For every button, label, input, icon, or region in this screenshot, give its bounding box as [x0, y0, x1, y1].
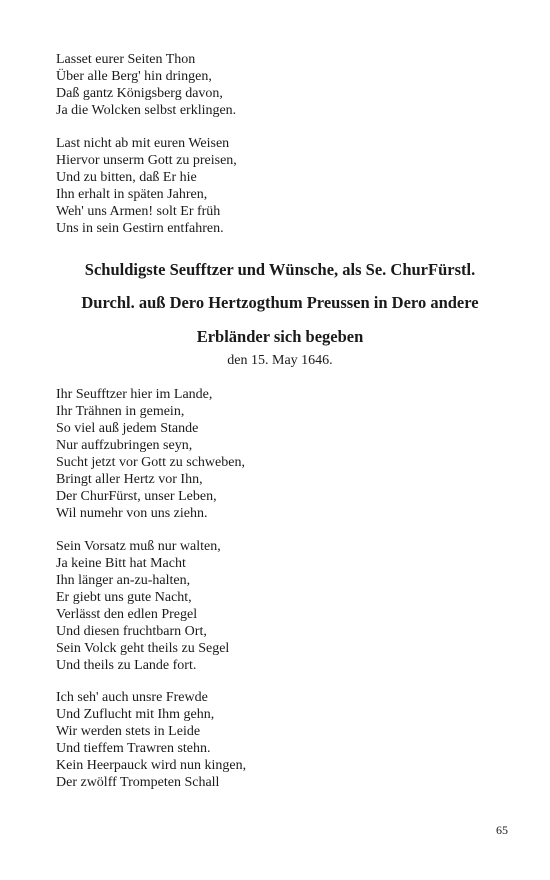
verse-line: Weh' uns Armen! solt Er früh [56, 204, 221, 219]
verse-line: Der ChurFürst, unser Leben, [56, 489, 217, 504]
verse-line: Ihn erhalt in späten Jahren, [56, 187, 208, 202]
verse-line: Ihn länger an-zu-halten, [56, 573, 191, 588]
page-number: 65 [496, 823, 508, 837]
verse-line: Und zu bitten, daß Er hie [56, 170, 197, 185]
verse-line: Wir werden stets in Leide [56, 724, 201, 739]
poem-title-line-1: Schuldigste Seufftzer und Wünsche, als Se. ChurFürstl. [84, 260, 476, 279]
verse-line: Der zwölff Trompeten Schall [56, 775, 220, 790]
poem-stanza-1 [56, 51, 236, 119]
verse-line: Über alle Berg' hin dringen, [56, 69, 212, 84]
verse-line: Ich seh' auch unsre Frewde [56, 690, 208, 705]
verse-line: Kein Heerpauck wird nun kingen, [56, 758, 247, 773]
verse-line: Wil numehr von uns ziehn. [56, 506, 208, 521]
verse-line: Und tieffem Trawren stehn. [56, 741, 211, 756]
poem-stanza-2 [56, 135, 237, 237]
poem-title-line-2: Durchl. auß Dero Hertzogthum Preussen in Dero andere [81, 293, 479, 312]
verse-line: Und theils zu Lande fort. [56, 658, 197, 673]
poem-stanza-5 [56, 689, 246, 791]
verse-line: Lasset eurer Seiten Thon [56, 52, 196, 67]
verse-line: So viel auß jedem Stande [56, 421, 199, 436]
verse-line: Sein Vorsatz muß nur walten, [56, 539, 221, 554]
verse-line: Und diesen fruchtbarn Ort, [56, 624, 207, 639]
verse-line: Last nicht ab mit euren Weisen [56, 136, 230, 151]
verse-line: Er giebt uns gute Nacht, [56, 590, 192, 605]
verse-line: Sucht jetzt vor Gott zu schweben, [56, 455, 245, 470]
verse-line: Verlässt den edlen Pregel [56, 607, 198, 622]
poem-stanza-3 [56, 386, 245, 522]
verse-line: Und Zuflucht mit Ihm gehn, [56, 707, 215, 722]
verse-line: Daß gantz Königsberg davon, [56, 86, 223, 101]
verse-line: Hiervor unserm Gott zu preisen, [56, 153, 237, 168]
verse-line: Ihr Seufftzer hier im Lande, [56, 387, 213, 402]
verse-line: Nur auffzubringen seyn, [56, 438, 193, 453]
verse-line: Ihr Trähnen in gemein, [56, 404, 185, 419]
verse-line: Ja die Wolcken selbst erklingen. [56, 103, 237, 118]
verse-line: Uns in sein Gestirn entfahren. [56, 221, 224, 236]
verse-line: Sein Volck geht theils zu Segel [56, 641, 230, 656]
poem-stanza-4 [56, 538, 229, 674]
poem-date: den 15. May 1646. [227, 353, 333, 368]
verse-line: Bringt aller Hertz vor Ihn, [56, 472, 203, 487]
poem-title-line-3: Erbländer sich begeben [196, 327, 364, 346]
verse-line: Ja keine Bitt hat Macht [56, 556, 186, 571]
